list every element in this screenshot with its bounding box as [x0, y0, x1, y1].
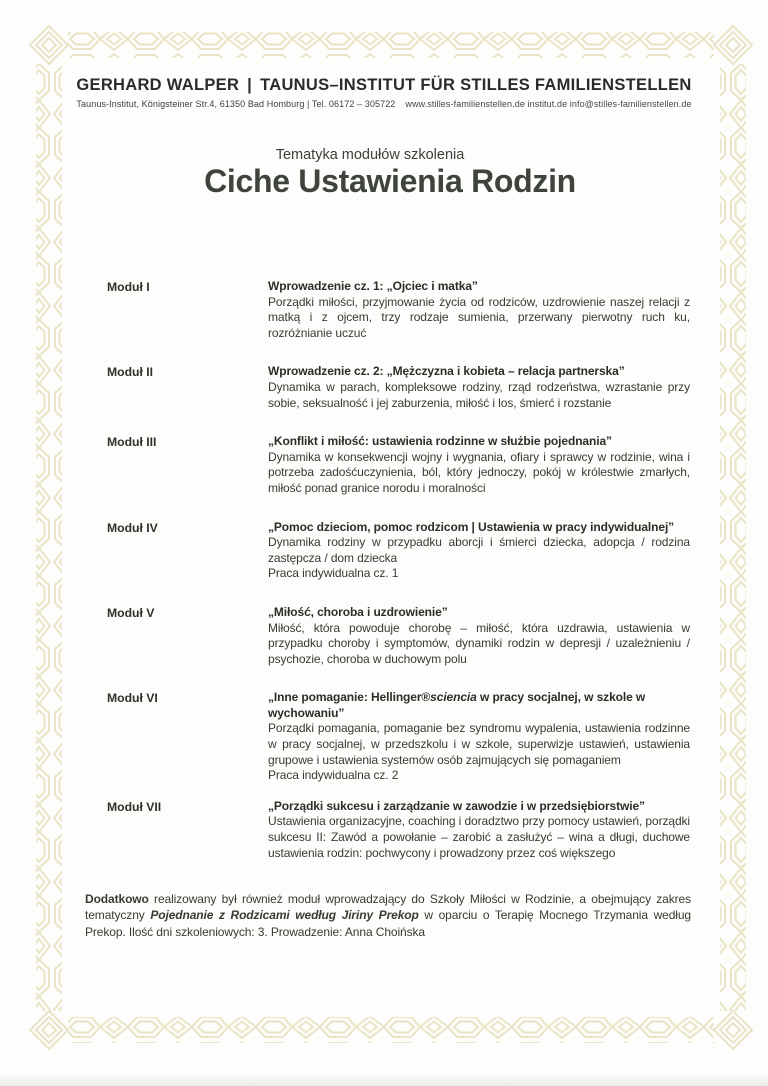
- module-heading: Wprowadzenie cz. 1: „Ojciec i matka”: [268, 279, 478, 293]
- additional-note-text-2: w oparciu o Terapię Mocnego Trzymania według Prekop. Ilość dni szkoleniowych: 3. Prowadzenie: Anna Choińska: [85, 908, 691, 939]
- letterhead-separator: |: [247, 76, 253, 94]
- module-row-6: [107, 690, 690, 784]
- module-heading: „Miłość, choroba i uzdrowienie”: [268, 604, 448, 619]
- document-subtitle: Tematyka modułów szkolenia: [275, 147, 465, 163]
- module-content: [268, 364, 690, 411]
- module-extra-line: Praca indywidualna cz. 2: [268, 768, 399, 783]
- module-label: Moduł V: [107, 605, 155, 620]
- module-content: [268, 690, 690, 784]
- module-body: Porządki pomagania, pomaganie bez syndromu wypalenia, ustawienia rodzinne w pracy socjalnej, w przedszkolu i w szkole, superwizje ustawień, ustawienia grupowe i ustawienia systemów osób zajmujących się pomaganiem: [268, 721, 690, 767]
- module-heading: Wprowadzenie cz. 2: „Mężczyzna i kobieta – relacja partnerska”: [268, 364, 625, 379]
- module-body: Dynamika w parach, kompleksowe rodziny, rząd rodzeństwa, wzrastanie przy sobie, seksualność i jej zaburzenia, miłość i los, śmierć i rozstanie: [268, 379, 690, 410]
- module-label: Moduł VII: [107, 799, 162, 814]
- module-extra-line: Praca indywidualna cz. 1: [268, 566, 399, 581]
- module-row-1: [107, 279, 690, 341]
- module-list: [107, 279, 690, 861]
- module-body: Dynamika rodziny w przypadku aborcji i śmierci dziecka, adopcja / rodzina zastępcza / dom dziecka: [268, 535, 690, 565]
- module-label: Moduł IV: [107, 520, 158, 535]
- module-body: Miłość, która powoduje chorobę – miłość, która uzdrawia, ustawienia w przypadku choroby i symptomów, dynamiki rodzin w depresji / uzależnieniu / psychozie, choroba w duchowym polu: [268, 620, 690, 666]
- institute-web-email: www.stilles-familienstellen.de institut.de info@stilles-familienstellen.de: [405, 99, 692, 109]
- letterhead: [0, 76, 768, 109]
- module-content: [268, 520, 690, 582]
- author-name: GERHARD WALPER: [76, 76, 240, 94]
- module-label: Moduł I: [107, 280, 150, 294]
- institute-address: Taunus-Institut, Königsteiner Str.4, 61350 Bad Homburg | Tel. 06172 – 305722: [76, 99, 396, 109]
- module-row-5: [107, 605, 690, 667]
- module-heading: „Konflikt i miłość: ustawienia rodzinne w służbie pojednania”: [268, 434, 612, 449]
- module-label: Moduł VI: [107, 691, 158, 706]
- module-row-3: [107, 434, 690, 496]
- additional-note: [85, 891, 691, 940]
- module-label: Moduł II: [107, 365, 154, 380]
- module-content: [268, 279, 690, 341]
- module-body: Porządki miłości, przyjmowanie życia od rodziców, uzdrowienie naszej relacji z matką i z ojcem, trzy rodzaje sumienia, przerwany pierwotny ruch ku, rozróżnianie uczuć: [268, 294, 690, 340]
- module-heading-trademark-term: sciencia: [430, 690, 477, 705]
- module-content: [268, 434, 690, 496]
- module-heading: „Porządki sukcesu i zarządzanie w zawodzie i w przedsiębiorstwie”: [268, 798, 645, 813]
- module-content: [268, 799, 690, 861]
- module-content: [268, 605, 690, 667]
- module-row-7: [107, 799, 690, 861]
- page-title: Ciche Ustawienia Rodzin: [204, 163, 576, 199]
- scan-edge-shadow: [0, 1074, 768, 1086]
- module-heading-suffix: w pracy socjalnej, w szkole w wychowaniu”: [268, 690, 646, 720]
- module-body: Ustawienia organizacyjne, coaching i doradztwo przy pomocy ustawień, porządki sukcesu II: Zawód a powołanie – zarobić a zasłużyć – wina a długi, duchowe ustawienia rodzin: pochwycony i prowadzony przez coś większego: [268, 814, 690, 860]
- additional-note-lead: Dodatkowo: [85, 892, 149, 906]
- institute-name: TAUNUS–INSTITUT FÜR STILLES FAMILIENSTELLEN: [260, 76, 692, 94]
- module-label: Moduł III: [107, 435, 157, 450]
- module-heading: „Pomoc dzieciom, pomoc rodzicom | Ustawienia w pracy indywidualnej”: [268, 519, 675, 534]
- module-heading-prefix: „Inne pomaganie: Hellinger®: [268, 690, 431, 705]
- additional-note-text-1: realizowany był również moduł wprowadzający do Szkoły Miłości w Rodzinie, a obejmujący zakres tematyczny: [85, 892, 691, 923]
- letterhead-title: [0, 76, 768, 95]
- letterhead-contact-line: [0, 99, 768, 109]
- module-row-2: [107, 364, 690, 411]
- module-heading: [268, 690, 690, 721]
- additional-note-emphasis: Pojednanie z Rodzicami według Jiriny Prekop: [150, 908, 419, 923]
- module-row-4: [107, 520, 690, 582]
- module-body: Dynamika w konsekwencji wojny i wygnania, ofiary i sprawcy w rodzinie, wina i potrzeba zadośćuczynienia, ból, który jednoczy, pokój w królestwie zmarłych, miłość ponad granice norodu i moralności: [268, 449, 690, 495]
